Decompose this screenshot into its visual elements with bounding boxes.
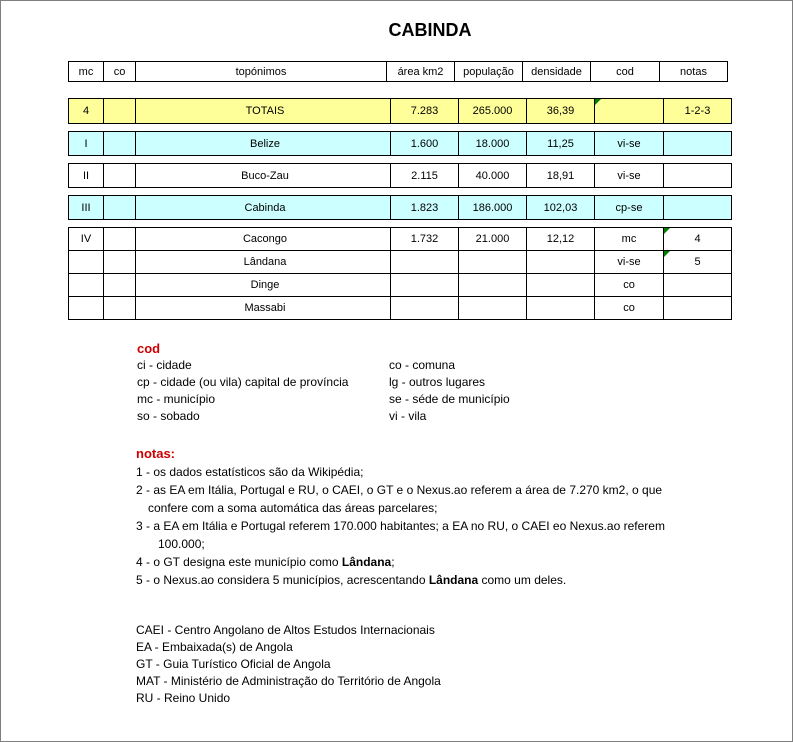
cod-legend-item: cp - cidade (ou vila) capital de província [137,375,349,389]
table-row [69,228,732,251]
row-pop [459,251,527,274]
header-area: área km2 [387,62,455,82]
cod-legend-item: so - sobado [137,409,200,423]
row-cod: vi-se [595,251,664,274]
row-area [391,274,459,297]
note-text: 4 - o GT designa este município como [136,555,342,569]
row-dens [527,251,595,274]
cod-legend-item: co - comuna [389,358,456,372]
cod-legend-item: vi - vila [389,409,427,423]
abbreviation-item: EA - Embaixada(s) de Angola [136,640,293,654]
abbreviation-item: CAEI - Centro Angolano de Altos Estudos Internacionais [136,623,435,637]
row-name: Cabinda [136,196,391,220]
row-name: Lândana [136,251,391,274]
totals-pop: 265.000 [459,99,527,124]
header-notas: notas [660,62,728,82]
cod-legend-right [389,357,510,425]
row-area [391,251,459,274]
totals-co [104,99,136,124]
row-pop [459,297,527,320]
row-co [104,196,136,220]
cod-legend-item: se - séde de município [389,392,510,406]
abbreviations [136,622,441,707]
note-item: 2 - as EA em Itália, Portugal e RU, o CAEI, o GT e o Nexus.ao referem a área de 7.270 km2, o que [136,483,663,497]
row-cod: cp-se [595,196,664,220]
note-item: 3 - a EA em Itália e Portugal referem 170.000 habitantes; a EA no RU, o CAEI eo Nexus.ao referem [136,519,665,533]
row-co [104,132,136,156]
row-name: Buco-Zau [136,164,391,188]
row-area [391,297,459,320]
totals-label: TOTAIS [136,99,391,124]
totals-row [68,98,732,124]
notes-heading: notas: [136,446,175,461]
table-row [68,163,732,188]
page-title: CABINDA [388,20,472,40]
row-dens [527,297,595,320]
row-dens: 11,25 [527,132,595,156]
notes-section [136,445,726,589]
table-row [69,274,732,297]
row-mc [69,297,104,320]
note-bold: Lândana [341,555,392,569]
row-name: Belize [136,132,391,156]
row-name: Dinge [136,274,391,297]
note-item [136,571,726,589]
totals-notes: 1-2-3 [664,99,732,124]
abbreviation-item: RU - Reino Unido [136,691,231,705]
row-co [104,251,136,274]
row-mc: IV [69,228,104,251]
row-name: Massabi [136,297,391,320]
row-notes [664,297,732,320]
row-area: 2.115 [391,164,459,188]
row-cod: vi-se [595,132,664,156]
row-co [104,274,136,297]
row-dens: 102,03 [527,196,595,220]
note-item: 100.000; [158,537,205,551]
abbreviation-item: MAT - Ministério de Administração do Território de Angola [136,674,441,688]
header-mc: mc [69,62,104,82]
totals-mc: 4 [69,99,104,124]
cod-legend-left [137,340,348,425]
row-cod: mc [595,228,664,251]
cod-legend-item: mc - município [137,392,216,406]
totals-dens: 36,39 [527,99,595,124]
cacongo-block [68,227,732,320]
row-co [104,297,136,320]
row-pop: 21.000 [459,228,527,251]
header-densidade: densidade [523,62,591,82]
note-item: confere com a soma automática das áreas parcelares; [148,501,438,515]
row-co [104,164,136,188]
table-row [68,131,732,156]
table-row [68,195,732,220]
row-dens: 12,12 [527,228,595,251]
row-co [104,228,136,251]
row-dens [527,274,595,297]
row-notes [664,132,732,156]
row-cod: co [595,297,664,320]
cod-legend-heading: cod [137,341,161,356]
row-area: 1.732 [391,228,459,251]
row-pop: 18.000 [459,132,527,156]
header-populacao: população [455,62,523,82]
row-notes [664,164,732,188]
table-row [69,297,732,320]
row-mc: II [69,164,104,188]
cod-legend-item: lg - outros lugares [389,375,486,389]
row-pop: 186.000 [459,196,527,220]
row-notes [664,196,732,220]
row-dens: 18,91 [527,164,595,188]
row-name: Cacongo [136,228,391,251]
totals-cod [595,99,664,124]
row-notes: 4 [664,228,732,251]
table-row [69,251,732,274]
row-mc: I [69,132,104,156]
abbreviation-item: GT - Guia Turístico Oficial de Angola [136,657,331,671]
row-cod: vi-se [595,164,664,188]
note-text: 5 - o Nexus.ao considera 5 municípios, acrescentando [136,573,429,587]
note-item [136,553,726,571]
header-cod: cod [591,62,660,82]
note-bold: Lândana [428,573,479,587]
row-area: 1.600 [391,132,459,156]
totals-area: 7.283 [391,99,459,124]
note-text: ; [391,555,395,569]
row-cod: co [595,274,664,297]
row-pop [459,274,527,297]
header-row [68,61,728,82]
row-mc [69,274,104,297]
row-area: 1.823 [391,196,459,220]
cod-legend-item: ci - cidade [137,358,192,372]
row-mc: III [69,196,104,220]
row-mc [69,251,104,274]
note-item: 1 - os dados estatísticos são da Wikipédia; [136,465,364,479]
note-text: como um deles. [478,573,567,587]
row-pop: 40.000 [459,164,527,188]
row-notes [664,274,732,297]
header-toponimos: topónimos [136,62,387,82]
row-notes: 5 [664,251,732,274]
header-co: co [104,62,136,82]
